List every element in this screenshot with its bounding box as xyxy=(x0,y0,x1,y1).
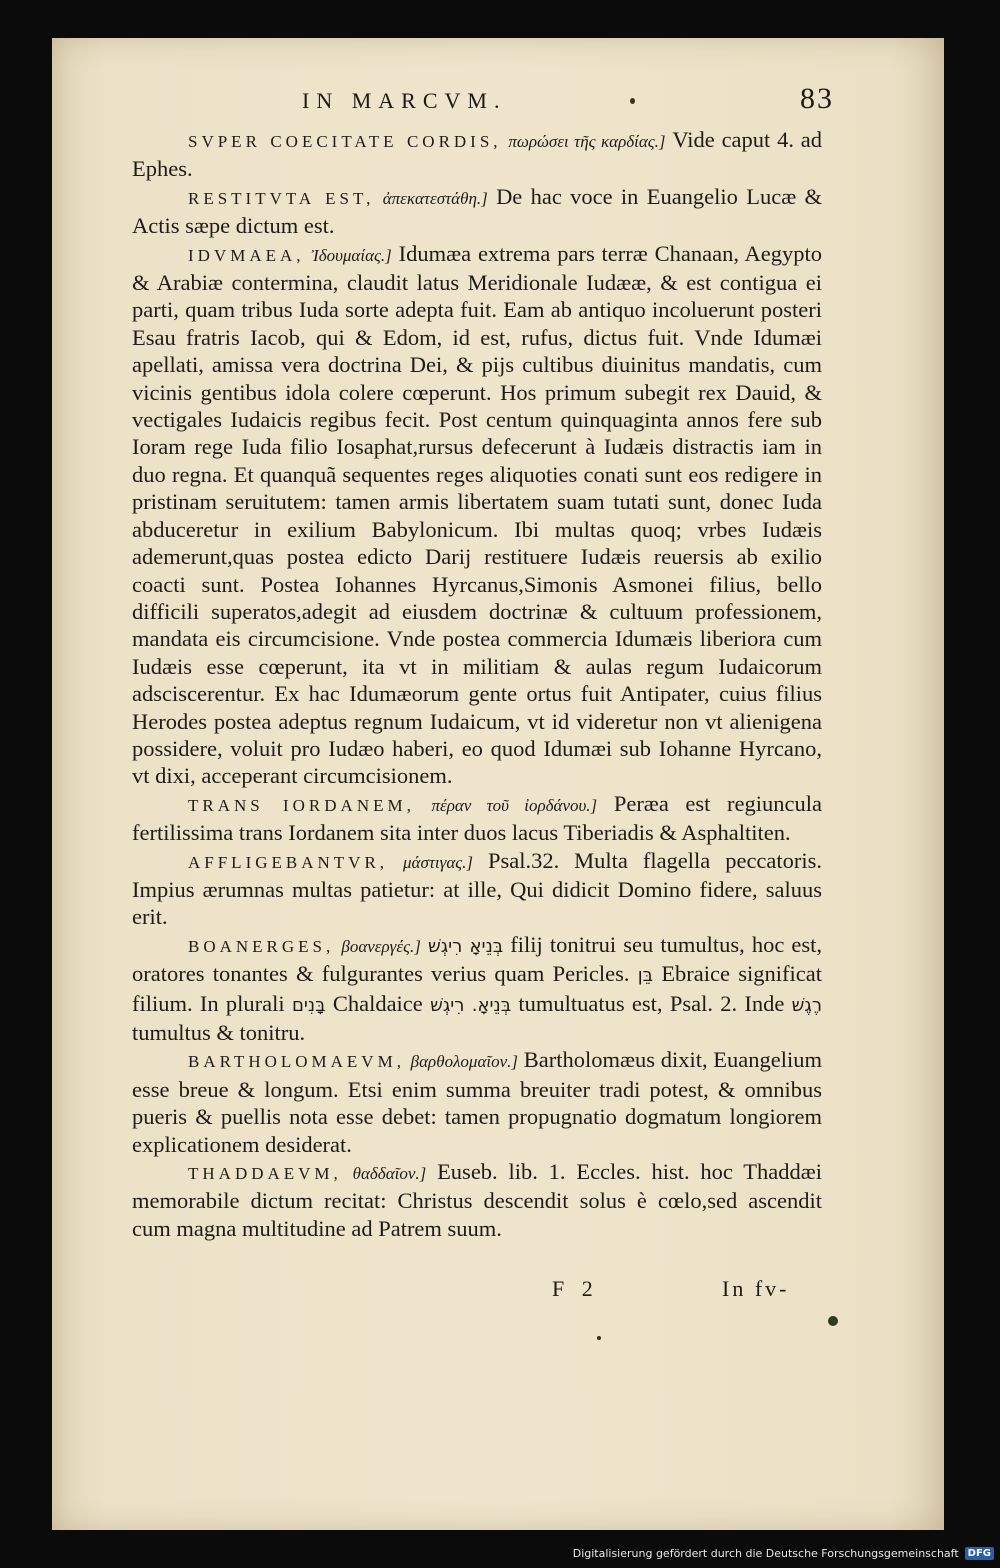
greek-term: πέραν τοῦ ἰορδάνου.] xyxy=(431,795,598,815)
lemma: IDVMAEA, xyxy=(188,245,305,265)
greek-term: ἀπεκατεστάθη.] xyxy=(382,188,488,208)
entry-text: Ebraice significat filium. In plurali xyxy=(132,961,822,1016)
entry-restituta xyxy=(132,183,822,240)
entry-text: De hac voce in Euangelio Lucæ & Actis sæpe dictum est. xyxy=(132,183,823,239)
lemma: BOANERGES, xyxy=(188,936,335,956)
dfg-logo: DFG xyxy=(965,1547,994,1560)
ink-speck xyxy=(597,1336,601,1340)
greek-term: βοανεργές.] xyxy=(341,936,421,956)
digitization-credit xyxy=(573,1544,994,1562)
lemma: RESTITVTA EST, xyxy=(188,188,375,208)
entry-text: filij tonitrui seu tumultus, hoc est, oratores tonantes & fulgurantes verius quam Pericles. xyxy=(132,931,823,987)
entry-text: Peræa est regiuncula fertilissima trans Iordanem sita inter duos lacus Tiberiadis & Asphaltiten. xyxy=(132,790,823,846)
commentary-text xyxy=(132,126,822,1242)
greek-term: θαδδαῖον.] xyxy=(352,1164,427,1184)
greek-term: βαρθολομαῖον.] xyxy=(410,1052,519,1072)
running-head: IN MARCVM. xyxy=(302,88,507,113)
entry-boanerges xyxy=(132,931,822,1047)
hebrew-term: רֶגֶשׁ xyxy=(791,994,823,1016)
entry-trans-iordanem xyxy=(132,790,822,847)
ink-speck xyxy=(630,98,635,104)
greek-term: μάστιγας.] xyxy=(402,852,474,872)
hebrew-term: בָּנִים xyxy=(291,994,326,1016)
entry-text: Idumæa extrema pars terræ Chanaan, Aegypto & Arabiæ contermina, claudit latus Meridionale Iudææ, & est contigua ei parti, quam tribus Iuda sorte adepta fuit. Eam ab antiquo incoluerunt posteri Esau fratris Iacob, qui & Edom, id est, rufus, dictus fuit. Vnde Idumæi apellati, amissa vera doctrina Dei, & pijs cultibus diuinitus mandatis, cum vicinis gentibus idola colere cœperunt. Hos primum subegit rex Dauid, & vectigales Iudaicis regibus fecit. Post centum quinquaginta annos fere sub Ioram rege Iuda filio Iosaphat,rursus defecerunt à Iudæis distractis iam in duo regna. Et quanquã sequentes reges aliquoties conati sunt eos redigere in pristinam seruitutem: tamen armis libertatem suam tutati sunt, donec Iuda abduceretur in exilium Babylonicum. Ibi multas quoq; vrbes Iudæis ademerunt,quas postea edicto Darij restituere Iudæis reuersis ab exilio coacti sunt. Postea Iohannes Hyrcanus,Simonis Asmonei filius, bello difficili superatos,adegit ad eiusdem doctrinæ & cultuum professionem, mandata eis circumcisione. Vnde postea commercia Idumæis liberiora cum Iudæis esse cœperunt, ita vt in militiam & aulas regum Iudaicorum adsciscerentur. Ex hac Idumæorum gente ortus fuit Antipater, cuius filius Herodes postea adeptus regnum Iudaicum, vt id videretur non vt alienigena possidere, voluit pro Iudæo haberi, eo quod Idumæi sub Iohanne Hyrcano, vt dixi, acceperant circumcisionem. xyxy=(132,240,823,789)
page-header xyxy=(302,82,834,124)
entry-idumaea xyxy=(132,240,822,790)
lemma: TRANS IORDANEM, xyxy=(188,795,415,815)
lemma: THADDAEVM, xyxy=(188,1164,342,1184)
entry-text: Psal.32. Multa flagella peccatoris. Impius ærumnas multas patietur: at ille, Qui didicit Domino fidere, saluus erit. xyxy=(132,847,823,930)
book-page xyxy=(52,38,944,1530)
entry-text: Euseb. lib. 1. Eccles. hist. hoc Thaddæi memorabile dictum recitat: Christus descendit solus è cœlo,sed ascendit cum magna multitudine ad Patrem suum. xyxy=(132,1159,823,1241)
entry-text: Bartholomæus dixit, Euangelium esse breue & longum. Etsi enim summa breuiter tradi potest, & omnibus pueris & puellis nota esse debet: tamen propugnatio dogmatum longiorem explicationem desiderat. xyxy=(132,1047,823,1157)
entry-bartholomaeum xyxy=(132,1046,822,1158)
entry-super-coecitate xyxy=(132,126,822,183)
hebrew-term: בְּנֵיאָ. xyxy=(471,994,512,1016)
lemma: AFFLIGEBANTVR, xyxy=(188,852,389,872)
hebrew-term: רִיגְשׁ xyxy=(430,994,465,1016)
lemma: BARTHOLOMAEVM, xyxy=(188,1052,405,1072)
signature-mark: F 2 xyxy=(552,1276,599,1301)
greek-term: Ἰδουμαίας.] xyxy=(311,245,392,265)
page-footer-marks xyxy=(552,1276,852,1306)
lemma: SVPER COECITATE CORDIS, xyxy=(188,132,502,151)
entry-thaddaeum xyxy=(132,1158,822,1242)
greek-term: πωρώσει τῆς καρδίας.] xyxy=(508,132,666,151)
ink-stain xyxy=(828,1316,838,1326)
entry-text: tumultuatus est, Psal. 2. Inde xyxy=(518,990,785,1016)
catchword: In fv- xyxy=(722,1276,790,1301)
hebrew-term: בְּנֵיאָ רִיגְשׁ xyxy=(427,935,504,957)
entry-text: Chaldaice xyxy=(332,990,423,1016)
page-number: 83 xyxy=(800,82,834,115)
hebrew-term: בֵּן xyxy=(637,965,654,987)
entry-text: tumultus & tonitru. xyxy=(132,1020,306,1045)
credit-text: Digitalisierung gefördert durch die Deutsche Forschungsgemeinschaft xyxy=(572,1546,959,1560)
entry-text: Vide caput 4. ad Ephes. xyxy=(132,127,823,182)
entry-affligebantur xyxy=(132,847,822,931)
